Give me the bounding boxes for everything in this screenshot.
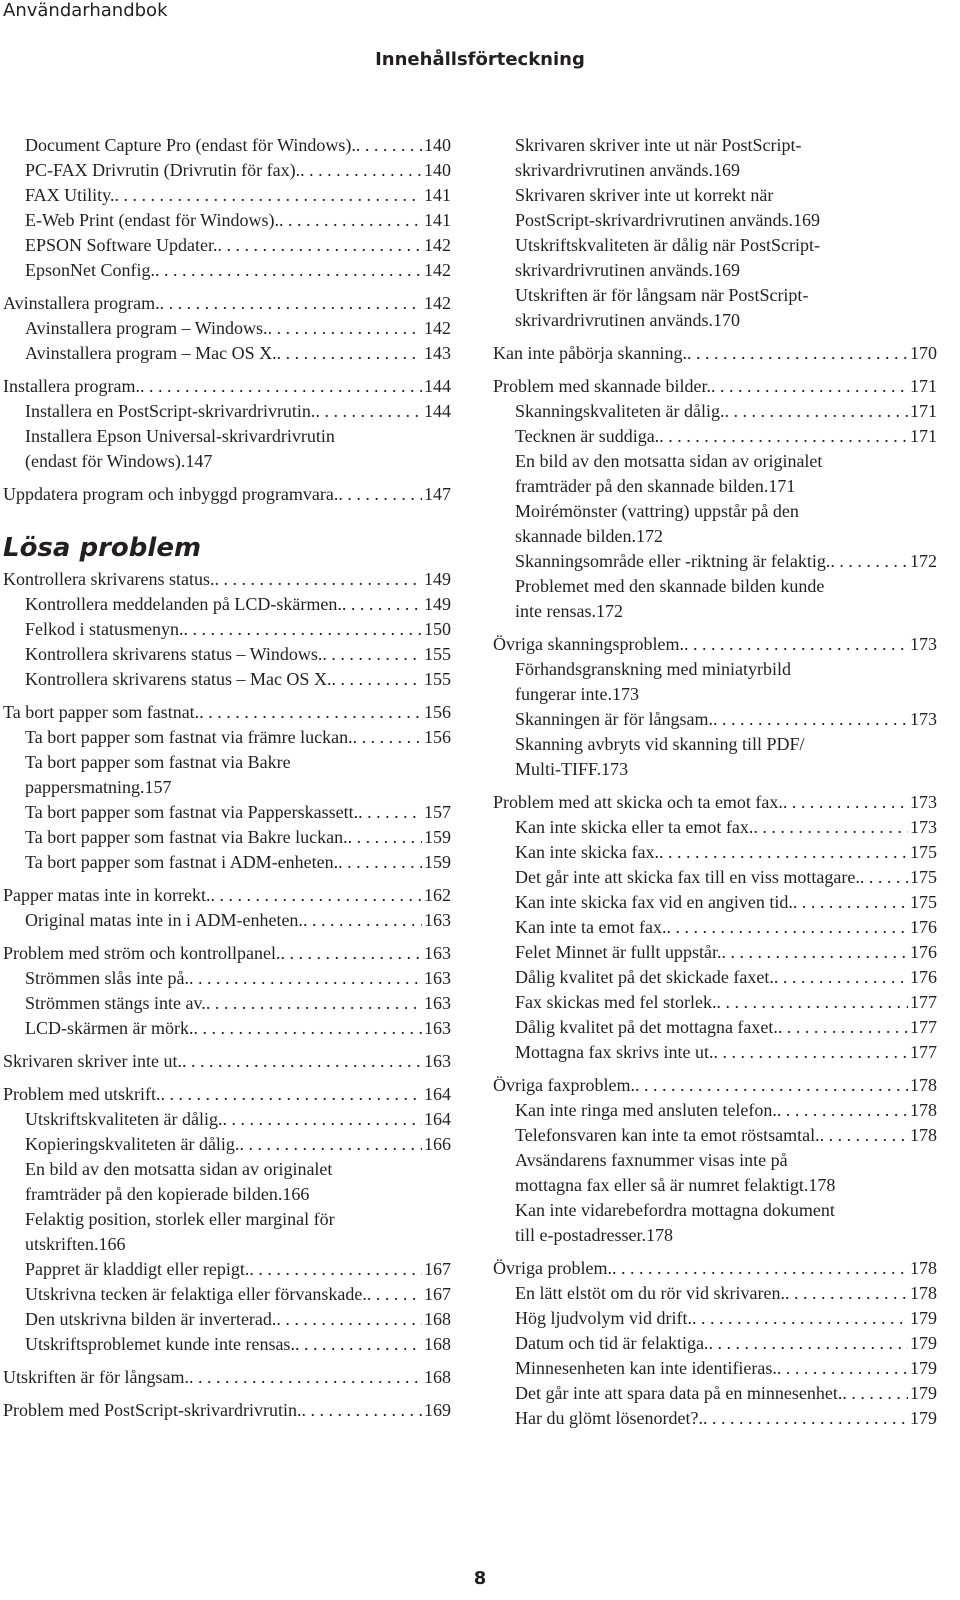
toc-page-number: 178 xyxy=(910,1125,937,1145)
toc-page-number: 142 xyxy=(424,260,451,280)
toc-entry-text-line2: inte rensas. xyxy=(515,601,596,621)
toc-entry-text-line1: Avsändarens faxnummer visas inte på xyxy=(515,1150,788,1170)
toc-page-number: 168 xyxy=(424,1367,451,1387)
toc-page-number: 167 xyxy=(424,1284,451,1304)
toc-entry-text: Det går inte att skicka fax till en viss mottagare. xyxy=(515,867,860,887)
toc-entry-text: Kontrollera skrivarens status – Mac OS X. xyxy=(25,669,332,689)
toc-entry-text-line2: Multi-TIFF. xyxy=(515,759,602,779)
toc-entry-text: PC-FAX Drivrutin (Drivrutin för fax). xyxy=(25,160,301,180)
toc-entry-text-line2: skrivardrivrutinen används. xyxy=(515,310,713,330)
toc-page-number: 144 xyxy=(424,376,451,396)
toc-entry-text-line1: Utskriftskvaliteten är dålig när PostScript- xyxy=(515,235,820,255)
toc-entry[interactable] xyxy=(3,183,451,208)
toc-page-number: 170 xyxy=(910,343,937,363)
toc-page-number: 155 xyxy=(424,644,451,664)
toc-entry-text: Fax skickas med fel storlek. xyxy=(515,992,717,1012)
toc-entry-text: Problem med PostScript-skrivardrivrutin. xyxy=(3,1400,302,1420)
toc-entry-text: EPSON Software Updater. xyxy=(25,235,218,255)
toc-entry-text: Kan inte skicka fax. xyxy=(515,842,659,862)
toc-page-number: 164 xyxy=(424,1109,451,1129)
toc-right-column xyxy=(493,133,937,1431)
toc-entry[interactable] xyxy=(493,1331,937,1356)
toc-page-number: 166 xyxy=(98,1234,126,1254)
toc-page-number: 163 xyxy=(424,968,451,988)
toc-group xyxy=(3,800,451,1157)
toc-entry-text: Dålig kvalitet på det mottagna faxet. xyxy=(515,1017,778,1037)
toc-page-number: 163 xyxy=(424,1051,451,1071)
toc-page-number: 168 xyxy=(424,1309,451,1329)
toc-entry-text: Installera en PostScript-skrivardrivrutin. xyxy=(25,401,316,421)
toc-entry[interactable] xyxy=(493,915,937,940)
toc-entry-text: Document Capture Pro (endast för Windows). xyxy=(25,135,356,155)
toc-page-number: 177 xyxy=(910,992,937,1012)
toc-entry-text-line1: En bild av den motsatta sidan av originalet xyxy=(515,451,823,471)
toc-entry[interactable] xyxy=(493,1256,937,1281)
toc-entry-text: Avinstallera program. xyxy=(3,293,160,313)
toc-entry-text: Kan inte skicka fax vid en angiven tid. xyxy=(515,892,793,912)
toc-page-number: 179 xyxy=(910,1333,937,1353)
toc-entry[interactable] xyxy=(493,1281,937,1306)
toc-page-number: 172 xyxy=(910,551,937,571)
toc-entry-text: Ta bort papper som fastnat i ADM-enheten. xyxy=(25,852,339,872)
toc-page-number: 140 xyxy=(424,135,451,155)
toc-entry-text: Skrivaren skriver inte ut. xyxy=(3,1051,182,1071)
toc-page-number: 163 xyxy=(424,1018,451,1038)
toc-page-number: 173 xyxy=(910,817,937,837)
toc-page-number: 166 xyxy=(282,1184,310,1204)
toc-entry-text-line2: till e-postadresser. xyxy=(515,1225,646,1245)
toc-page-number: 173 xyxy=(611,684,639,704)
toc-entry[interactable] xyxy=(493,865,937,890)
toc-entry-multiline[interactable] xyxy=(493,233,937,283)
toc-page-number: 166 xyxy=(424,1134,451,1154)
toc-entry[interactable] xyxy=(3,667,451,692)
toc-entry[interactable] xyxy=(3,1049,451,1074)
section-heading: Lösa problem xyxy=(3,533,202,563)
toc-entry[interactable] xyxy=(493,1098,937,1123)
toc-entry[interactable] xyxy=(3,725,451,750)
toc-page-number: 172 xyxy=(635,526,663,546)
toc-entry-multiline[interactable] xyxy=(493,283,937,333)
toc-entry-text-line1: Skrivaren skriver inte ut när PostScript- xyxy=(515,135,802,155)
toc-entry-text: Tecknen är suddiga. xyxy=(515,426,660,446)
toc-page-number: 177 xyxy=(910,1017,937,1037)
toc-page-number: 179 xyxy=(910,1383,937,1403)
toc-entry[interactable] xyxy=(493,424,937,449)
toc-entry-multiline[interactable] xyxy=(493,657,937,707)
toc-page-number: 171 xyxy=(910,376,937,396)
toc-entry-multiline[interactable] xyxy=(493,1148,937,1198)
toc-group xyxy=(493,1256,937,1431)
section-title: Innehållsförteckning xyxy=(375,49,585,70)
toc-entry[interactable] xyxy=(3,208,451,233)
toc-page-number: 173 xyxy=(910,634,937,654)
toc-entry-text: Uppdatera program och inbyggd programvara. xyxy=(3,484,339,504)
toc-entry-text: Hög ljudvolym vid drift. xyxy=(515,1308,692,1328)
toc-entry[interactable] xyxy=(493,341,937,366)
toc-page-number: 167 xyxy=(424,1259,451,1279)
toc-entry[interactable] xyxy=(493,890,937,915)
toc-page-number: 142 xyxy=(424,293,451,313)
toc-entry-text: Minnesenheten kan inte identifieras. xyxy=(515,1358,777,1378)
toc-entry-text: Ta bort papper som fastnat via Bakre luckan. xyxy=(25,827,348,847)
toc-page-number: 172 xyxy=(595,601,623,621)
toc-page-number: 175 xyxy=(910,867,937,887)
toc-entry-text-line2: pappersmatning. xyxy=(25,777,145,797)
toc-entry[interactable] xyxy=(493,1381,937,1406)
toc-entry-text: Övriga problem. xyxy=(493,1258,612,1278)
toc-entry[interactable] xyxy=(3,316,451,341)
toc-page-number: 178 xyxy=(910,1258,937,1278)
toc-entry-text: Kontrollera skrivarens status – Windows. xyxy=(25,644,323,664)
toc-entry-text: Mottagna fax skrivs inte ut. xyxy=(515,1042,714,1062)
toc-entry[interactable] xyxy=(493,399,937,424)
toc-entry-text: Skanningsområde eller -riktning är felaktig. xyxy=(515,551,831,571)
toc-page-number: 149 xyxy=(424,569,451,589)
toc-page-number: 176 xyxy=(910,917,937,937)
toc-page-number: 143 xyxy=(424,343,451,363)
toc-entry[interactable] xyxy=(3,158,451,183)
toc-page-number: 176 xyxy=(910,942,937,962)
toc-entry-text-line2: PostScript-skrivardrivrutinen används. xyxy=(515,210,793,230)
toc-entry-text: Den utskrivna bilden är inverterad. xyxy=(25,1309,277,1329)
toc-entry-multiline[interactable] xyxy=(493,574,937,624)
toc-page-number: 179 xyxy=(910,1308,937,1328)
toc-page-number: 173 xyxy=(910,792,937,812)
toc-entry-text-line2: framträder på den kopierade bilden. xyxy=(25,1184,283,1204)
toc-entry[interactable] xyxy=(493,1015,937,1040)
toc-entry-text: Original matas inte in i ADM-enheten. xyxy=(25,910,303,930)
toc-group xyxy=(493,790,937,1148)
toc-entry-text: Felet Minnet är fullt uppstår. xyxy=(515,942,722,962)
toc-entry-text-line1: Förhandsgranskning med miniatyrbild xyxy=(515,659,791,679)
toc-entry[interactable] xyxy=(3,567,451,592)
page-number: 8 xyxy=(473,1568,487,1589)
toc-page-number: 173 xyxy=(601,759,629,779)
toc-entry[interactable] xyxy=(493,990,937,1015)
toc-page-number: 171 xyxy=(768,476,796,496)
toc-page-number: 169 xyxy=(712,260,740,280)
toc-entry[interactable] xyxy=(493,940,937,965)
toc-page-number: 156 xyxy=(424,727,451,747)
toc-left-column xyxy=(3,133,451,1423)
toc-entry-text-line1: Skanning avbryts vid skanning till PDF/ xyxy=(515,734,805,754)
toc-entry-text: Strömmen stängs inte av. xyxy=(25,993,206,1013)
toc-entry[interactable] xyxy=(493,1040,937,1065)
toc-page-number: 175 xyxy=(910,842,937,862)
toc-entry-text: Strömmen slås inte på. xyxy=(25,968,189,988)
toc-entry[interactable] xyxy=(493,840,937,865)
toc-group xyxy=(493,341,937,449)
toc-entry-text: Ta bort papper som fastnat. xyxy=(3,702,200,722)
toc-page-number: 147 xyxy=(185,451,213,471)
toc-page-number: 141 xyxy=(424,210,451,230)
toc-entry[interactable] xyxy=(3,991,451,1016)
toc-entry-text: Kontrollera meddelanden på LCD-skärmen. xyxy=(25,594,342,614)
toc-group xyxy=(3,567,451,750)
toc-entry-multiline[interactable] xyxy=(493,183,937,233)
toc-entry-text: Övriga skanningsproblem. xyxy=(493,634,684,654)
toc-entry[interactable] xyxy=(3,883,451,908)
toc-page-number: 171 xyxy=(910,426,937,446)
toc-entry-text: Dålig kvalitet på det skickade faxet. xyxy=(515,967,774,987)
toc-page-number: 162 xyxy=(424,885,451,905)
toc-entry-multiline[interactable] xyxy=(3,750,451,800)
toc-entry[interactable] xyxy=(3,482,451,507)
toc-page-number: 147 xyxy=(424,484,451,504)
toc-entry-text-line2: (endast för Windows). xyxy=(25,451,186,471)
toc-entry[interactable] xyxy=(3,825,451,850)
toc-entry[interactable] xyxy=(493,815,937,840)
toc-entry[interactable] xyxy=(3,1016,451,1041)
toc-entry-text: Kan inte påbörja skanning. xyxy=(493,343,687,363)
toc-entry-text-line2: utskriften. xyxy=(25,1234,99,1254)
toc-entry[interactable] xyxy=(3,399,451,424)
toc-page-number: 178 xyxy=(808,1175,836,1195)
toc-entry[interactable] xyxy=(3,966,451,991)
toc-entry[interactable] xyxy=(3,850,451,875)
toc-entry[interactable] xyxy=(3,133,451,158)
toc-entry[interactable] xyxy=(493,549,937,574)
toc-entry[interactable] xyxy=(493,632,937,657)
toc-entry[interactable] xyxy=(3,1307,451,1332)
toc-entry-text-line2: mottagna fax eller så är numret felaktigt. xyxy=(515,1175,809,1195)
toc-entry-text-line2: skrivardrivrutinen används. xyxy=(515,260,713,280)
toc-entry-text: Papper matas inte in korrekt. xyxy=(3,885,211,905)
toc-entry-text: Kan inte ta emot fax. xyxy=(515,917,667,937)
toc-entry-text: Skanningskvaliteten är dålig. xyxy=(515,401,725,421)
toc-entry[interactable] xyxy=(3,800,451,825)
toc-page-number: 178 xyxy=(910,1100,937,1120)
manual-title: Användarhandbok xyxy=(3,0,168,21)
toc-page-number: 169 xyxy=(424,1400,451,1420)
toc-entry-text: E-Web Print (endast för Windows). xyxy=(25,210,279,230)
toc-page-number: 176 xyxy=(910,967,937,987)
toc-page-number: 157 xyxy=(144,777,172,797)
toc-entry-text: Ta bort papper som fastnat via Papperskassett. xyxy=(25,802,359,822)
toc-entry-text: Felkod i statusmenyn. xyxy=(25,619,184,639)
toc-page-number: 163 xyxy=(424,943,451,963)
toc-page-number: 141 xyxy=(424,185,451,205)
toc-entry[interactable] xyxy=(3,258,451,283)
toc-entry[interactable] xyxy=(493,707,937,732)
toc-entry-multiline[interactable] xyxy=(493,1198,937,1248)
toc-entry[interactable] xyxy=(3,908,451,933)
toc-entry-text: Skanningen är för långsam. xyxy=(515,709,713,729)
toc-entry[interactable] xyxy=(3,291,451,316)
toc-entry-multiline[interactable] xyxy=(3,1207,451,1257)
toc-page-number: 169 xyxy=(792,210,820,230)
toc-entry-text: LCD-skärmen är mörk. xyxy=(25,1018,194,1038)
toc-page-number: 179 xyxy=(910,1358,937,1378)
toc-entry[interactable] xyxy=(3,233,451,258)
toc-entry-text-line1: Installera Epson Universal-skrivardrivrutin xyxy=(25,426,335,446)
toc-entry[interactable] xyxy=(3,1257,451,1282)
toc-page-number: 156 xyxy=(424,702,451,722)
toc-entry-text-line2: skannade bilden. xyxy=(515,526,636,546)
toc-entry[interactable] xyxy=(3,374,451,399)
toc-page-number: 163 xyxy=(424,910,451,930)
toc-group xyxy=(3,133,451,424)
toc-entry-multiline[interactable] xyxy=(3,424,451,474)
toc-page-number: 142 xyxy=(424,318,451,338)
toc-entry[interactable] xyxy=(3,1282,451,1307)
toc-entry[interactable] xyxy=(3,1332,451,1357)
toc-entry-text-line1: En bild av den motsatta sidan av originalet xyxy=(25,1159,333,1179)
toc-page-number: 173 xyxy=(910,709,937,729)
toc-entry-text: Det går inte att spara data på en minnesenhet. xyxy=(515,1383,843,1403)
toc-page-number: 170 xyxy=(712,310,740,330)
toc-entry[interactable] xyxy=(3,1082,451,1107)
toc-entry-text: Ta bort papper som fastnat via främre luckan. xyxy=(25,727,353,747)
toc-entry[interactable] xyxy=(3,1365,451,1390)
toc-entry[interactable] xyxy=(493,790,937,815)
toc-page-number: 159 xyxy=(424,852,451,872)
toc-entry-text: EpsonNet Config. xyxy=(25,260,155,280)
toc-entry-text: Utskriftsproblemet kunde inte rensas. xyxy=(25,1334,295,1354)
toc-page-number: 142 xyxy=(424,235,451,255)
toc-entry-text: Har du glömt lösenordet?. xyxy=(515,1408,703,1428)
toc-entry-text-line1: Ta bort papper som fastnat via Bakre xyxy=(25,752,291,772)
toc-page-number: 178 xyxy=(910,1075,937,1095)
toc-page-number: 163 xyxy=(424,993,451,1013)
toc-page-number: 149 xyxy=(424,594,451,614)
toc-entry-text: Utskrivna tecken är felaktiga eller förvanskade. xyxy=(25,1284,367,1304)
toc-entry[interactable] xyxy=(3,642,451,667)
toc-entry-text-line2: skrivardrivrutinen används. xyxy=(515,160,713,180)
toc-entry[interactable] xyxy=(3,617,451,642)
toc-entry-text-line1: Skrivaren skriver inte ut korrekt när xyxy=(515,185,774,205)
toc-entry-text-line1: Kan inte vidarebefordra mottagna dokument xyxy=(515,1200,835,1220)
toc-entry-text-line2: fungerar inte. xyxy=(515,684,612,704)
toc-entry-text: Datum och tid är felaktiga. xyxy=(515,1333,709,1353)
toc-entry-multiline[interactable] xyxy=(493,449,937,499)
toc-entry[interactable] xyxy=(3,941,451,966)
toc-entry-text: FAX Utility. xyxy=(25,185,115,205)
toc-entry-text: Kan inte skicka eller ta emot fax. xyxy=(515,817,754,837)
toc-entry-multiline[interactable] xyxy=(493,133,937,183)
toc-page-number: 164 xyxy=(424,1084,451,1104)
toc-entry-text: Avinstallera program – Mac OS X. xyxy=(25,343,277,363)
toc-entry-text-line1: Utskriften är för långsam när PostScript- xyxy=(515,285,809,305)
toc-entry-text: Utskriften är för långsam. xyxy=(3,1367,189,1387)
toc-entry[interactable] xyxy=(493,1123,937,1148)
toc-entry[interactable] xyxy=(3,1398,451,1423)
toc-entry[interactable] xyxy=(493,1356,937,1381)
toc-entry[interactable] xyxy=(3,592,451,617)
toc-page-number: 150 xyxy=(424,619,451,639)
toc-entry-text-line1: Problemet med den skannade bilden kunde xyxy=(515,576,825,596)
toc-entry-text: Problem med ström och kontrollpanel. xyxy=(3,943,281,963)
toc-entry-text: Telefonsvaren kan inte ta emot röstsamtal. xyxy=(515,1125,820,1145)
toc-entry-text: Kan inte ringa med ansluten telefon. xyxy=(515,1100,777,1120)
toc-page-number: 155 xyxy=(424,669,451,689)
toc-entry-text: Övriga faxproblem. xyxy=(493,1075,635,1095)
toc-entry-text: Problem med utskrift. xyxy=(3,1084,161,1104)
toc-entry-text: Avinstallera program – Windows. xyxy=(25,318,268,338)
toc-entry[interactable] xyxy=(493,1406,937,1431)
toc-group xyxy=(3,1257,451,1423)
toc-entry[interactable] xyxy=(493,965,937,990)
toc-page-number: 175 xyxy=(910,892,937,912)
toc-entry[interactable] xyxy=(3,341,451,366)
toc-page-number: 179 xyxy=(910,1408,937,1428)
toc-entry-text: En lätt elstöt om du rör vid skrivaren. xyxy=(515,1283,785,1303)
toc-page-number: 178 xyxy=(645,1225,673,1245)
toc-entry-text: Utskriftskvaliteten är dålig. xyxy=(25,1109,223,1129)
toc-entry[interactable] xyxy=(493,374,937,399)
toc-entry-text: Problem med att skicka och ta emot fax. xyxy=(493,792,783,812)
toc-entry[interactable] xyxy=(3,700,451,725)
toc-entry-multiline[interactable] xyxy=(3,1157,451,1207)
toc-page-number: 159 xyxy=(424,827,451,847)
toc-entry-text-line1: Moirémönster (vattring) uppstår på den xyxy=(515,501,799,521)
toc-entry-text: Pappret är kladdigt eller repigt. xyxy=(25,1259,250,1279)
toc-entry-multiline[interactable] xyxy=(493,732,937,782)
toc-page-number: 169 xyxy=(712,160,740,180)
toc-entry-text: Kopieringskvaliteten är dålig. xyxy=(25,1134,240,1154)
toc-entry[interactable] xyxy=(493,1306,937,1331)
toc-page-number: 140 xyxy=(424,160,451,180)
toc-entry-text: Installera program. xyxy=(3,376,140,396)
toc-page-number: 177 xyxy=(910,1042,937,1062)
toc-page-number: 144 xyxy=(424,401,451,421)
toc-entry-text-line1: Felaktig position, storlek eller marginal för xyxy=(25,1209,335,1229)
toc-entry-text: Problem med skannade bilder. xyxy=(493,376,711,396)
toc-entry-multiline[interactable] xyxy=(493,499,937,549)
toc-page-number: 157 xyxy=(424,802,451,822)
toc-page-number: 171 xyxy=(910,401,937,421)
toc-page-number: 168 xyxy=(424,1334,451,1354)
toc-entry[interactable] xyxy=(3,1107,451,1132)
toc-entry-text: Kontrollera skrivarens status. xyxy=(3,569,215,589)
toc-entry[interactable] xyxy=(3,1132,451,1157)
toc-page-number: 178 xyxy=(910,1283,937,1303)
toc-entry[interactable] xyxy=(493,1073,937,1098)
toc-entry-text-line2: framträder på den skannade bilden. xyxy=(515,476,769,496)
